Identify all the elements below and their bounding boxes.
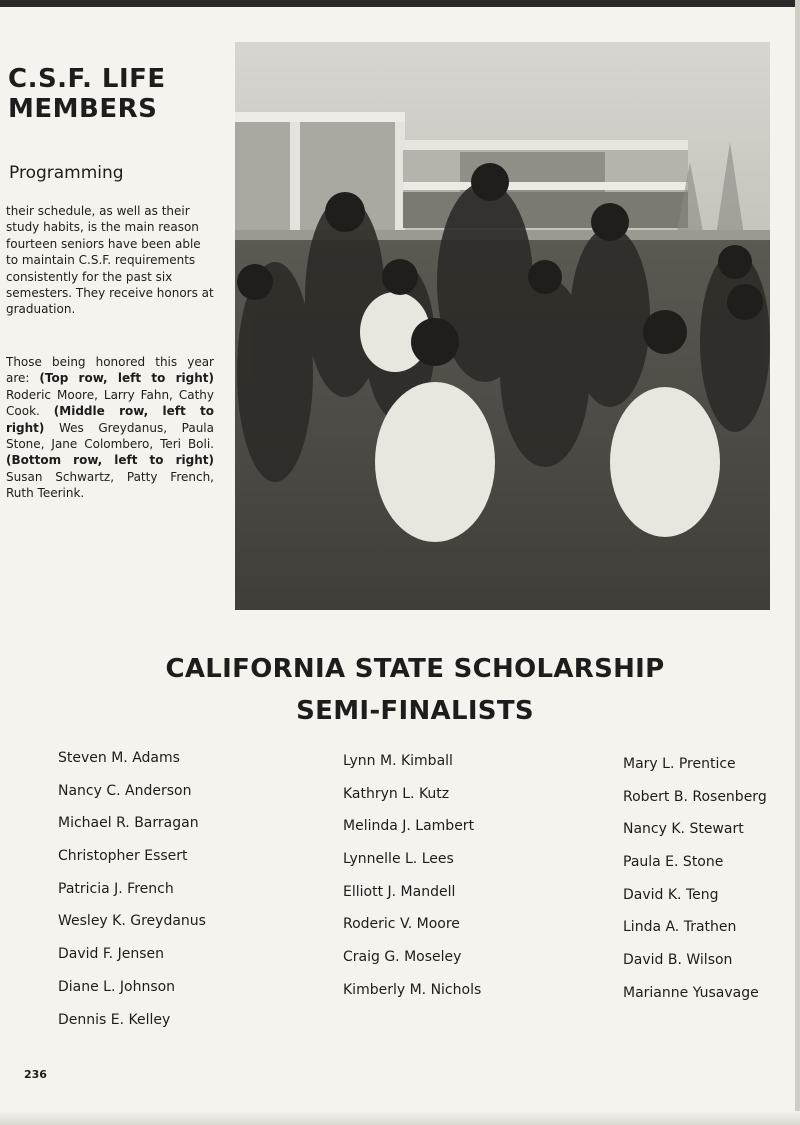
caption-row-label: (Bottom row, left to right) <box>6 453 214 468</box>
caption-row-label: (Middle row, left to right) <box>6 404 214 435</box>
section-subheading: Programming <box>9 163 124 183</box>
page-top-edge <box>0 0 800 7</box>
list-item: Steven M. Adams <box>58 750 180 766</box>
names-column-1 <box>58 748 206 1042</box>
caption-honorees <box>6 354 214 502</box>
caption-lead: Those being honored this year are: <box>6 355 214 386</box>
scholarship-title-line2: SEMI-FINALISTS <box>296 696 534 726</box>
list-item: Christopher Essert <box>58 848 188 865</box>
list-item: Marianne Yusavage <box>623 984 759 1001</box>
list-item: Patricia J. French <box>58 880 174 897</box>
page-binding-edge <box>795 0 800 1125</box>
list-item: Roderic V. Moore <box>343 916 460 933</box>
caption-row-names: Roderic Moore, Larry Fahn, Cathy Cook. <box>6 387 214 419</box>
caption-intro: their schedule, as well as their study habits, is the main reason fourteen seniors have been able to maintain C.S.F. requirements consistently for the past six semesters. They receive honors at graduation. <box>6 204 214 317</box>
caption-row-label: (Top row, left to right) <box>39 371 214 386</box>
group-photo <box>235 42 770 610</box>
list-item: Kathryn L. Kutz <box>343 785 450 802</box>
list-item: Diane L. Johnson <box>58 978 176 995</box>
list-item: Nancy C. Anderson <box>58 782 192 799</box>
list-item: Lynnelle L. Lees <box>343 851 454 868</box>
list-item: Paula E. Stone <box>623 854 724 871</box>
list-item: Mary L. Prentice <box>623 756 736 772</box>
names-column-3 <box>623 754 767 1016</box>
list-item: Nancy K. Stewart <box>623 821 744 838</box>
list-item: Linda A. Trathen <box>623 919 737 936</box>
list-item: David B. Wilson <box>623 952 733 969</box>
list-item: David F. Jensen <box>58 946 164 963</box>
caption-row-names: Wes Greydanus, Paula Stone, Jane Colombero, Teri Boli. <box>6 420 214 452</box>
names-column-2 <box>343 751 481 1013</box>
section-heading: C.S.F. LIFE MEMBERS <box>8 64 166 124</box>
scholarship-title <box>60 648 770 732</box>
list-item: Craig G. Moseley <box>343 949 462 966</box>
page-bottom-shadow <box>0 1111 800 1125</box>
caption-row-names: Susan Schwartz, Patty French, Ruth Teerink. <box>6 469 214 501</box>
list-item: Michael R. Barragan <box>58 815 199 832</box>
list-item: Dennis E. Kelley <box>58 1011 171 1028</box>
list-item: Elliott J. Mandell <box>343 883 456 900</box>
scholarship-title-line1: CALIFORNIA STATE SCHOLARSHIP <box>165 654 665 684</box>
list-item: Lynn M. Kimball <box>343 753 453 769</box>
page-number: 236 <box>24 1068 47 1081</box>
list-item: David K. Teng <box>623 886 719 903</box>
list-item: Wesley K. Greydanus <box>58 913 206 930</box>
list-item: Robert B. Rosenberg <box>623 788 767 805</box>
list-item: Kimberly M. Nichols <box>343 981 482 998</box>
list-item: Melinda J. Lambert <box>343 818 475 835</box>
